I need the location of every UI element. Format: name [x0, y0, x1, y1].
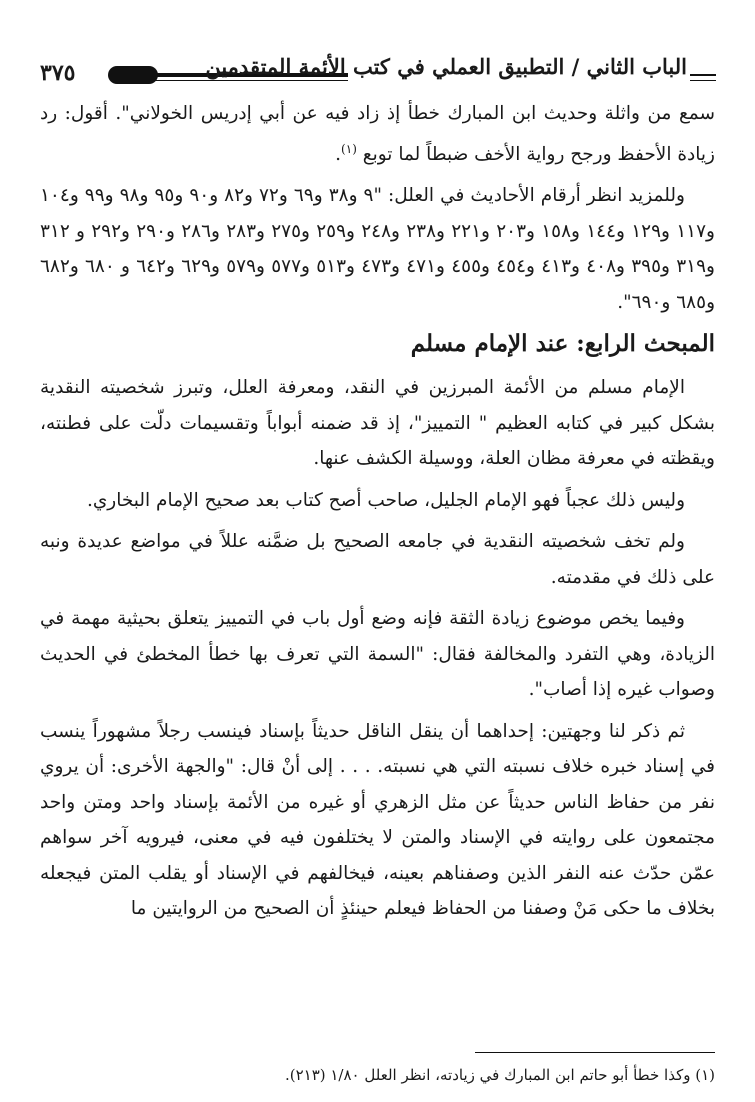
- header-dash-thin: [690, 80, 716, 81]
- header-dash: [690, 74, 716, 76]
- page-header: [40, 52, 715, 92]
- paragraph-6: وفيما يخص موضوع زيادة الثقة فإنه وضع أول باب في التمييز يتعلق بحيثية مهمة في الزيادة، وهي التفرد والمخالفة فقال: "السمة التي تعرف بها خطأ المخطئ في الحديث وصواب غيره إذا أصاب".: [40, 608, 715, 701]
- paragraph-4: وليس ذلك عجباً فهو الإمام الجليل، صاحب أصح كتاب بعد صحيح الإمام البخاري.: [86, 489, 685, 511]
- paragraph-7: ثم ذكر لنا وجهتين: إحداهما أن ينقل الناقل حديثاً بإسناد فينسب رجلاً مشهوراً ينسب في إسناد خبره خلاف نسبته التي هي نسبته. . . . إلى أنْ قال: "والجهة الأخرى: أن يروي نفر من حفاظ الناس حديثاً عن مثل الزهري أو غيره من الأئمة بإسناد واحد ومتن واحد مجتمعون على روايته في الإسناد والمتن لا يختلفون فيه في معنى، فيرويه آخر سواهم عمّن حدّث عنه النفر الذين وصفناهم بعينه، فيخالفهم في الإسناد أو يقلب المتن فيجعله بخلاف ما حكى مَنْ وصفنا من الحفاظ فيعلم حينئذٍ أن الصحيح من الروايتين ما: [40, 720, 715, 920]
- paragraph-1-text: سمع من واثلة وحديث ابن المبارك خطأ إذ زاد فيه عن أبي إدريس الخولاني". أقول: رد زيادة الأحفظ ورجح رواية الأخف ضبطاً لما توبع: [40, 103, 715, 165]
- page-number: ٣٧٥: [40, 60, 76, 86]
- main-text: [40, 96, 715, 933]
- paragraph-1-end: .: [335, 143, 342, 165]
- footnote-reference[interactable]: (١): [341, 141, 357, 156]
- paragraph-5: ولم تخف شخصيته النقدية في جامعه الصحيح بل ضمَّنه عللاً في مواضع عديدة ونبه على ذلك في مقدمته.: [40, 531, 715, 588]
- footnote-separator: [475, 1052, 715, 1053]
- running-title: الباب الثاني / التطبيق العملي في كتب الأئمة المتقدمين: [205, 54, 687, 79]
- paragraph-3: الإمام مسلم من الأئمة المبرزين في النقد، ومعرفة العلل، وتبرز شخصيته النقدية بشكل كبير في كتابه العظيم " التمييز"، إذ قد ضمنه أبواباً وتقسيمات دلّت على فطنته، ويقظته في معرفة مظان العلة، ووسيلة الكشف عنها.: [40, 377, 715, 470]
- footnote: (١) وكذا خطأ أبو حاتم ابن المبارك في زيادته، انظر العلل ١/٨٠ (٢١٣).: [284, 1066, 715, 1084]
- header-rule-thin: [152, 80, 348, 81]
- section-heading: المبحث الرابع: عند الإمام مسلم: [410, 330, 715, 358]
- paragraph-1: [40, 96, 715, 172]
- paragraph-hadith-numbers: وللمزيد انظر أرقام الأحاديث في العلل: "٩ و٣٨ و٦٩ و٧٢ و٨٢ و٩٠ و٩٥ و٩٨ و٩٩ و١٠٤ و١١٧ و١٢٩ و١٤٤ و١٥٨ و٢٠٣ و٢٢١ و٢٣٨ و٢٤٨ و٢٥٩ و٢٧٥ و٢٨٣ و٢٨٦ و٢٩٠ و٢٩٢ و ٣١٢ و٣١٩ و٣٩٥ و٤٠٨ و٤١٣ و٤٥٤ و٤٥٥ و٤٧١ و٤٧٣ و٥١٣ و٥٧٧ و٥٧٩ و٦٢٩ و٦٤٢ و ٦٨٠ و٦٨٢ و٦٨٥ و٦٩٠".: [40, 185, 715, 313]
- header-ornament: [108, 66, 158, 84]
